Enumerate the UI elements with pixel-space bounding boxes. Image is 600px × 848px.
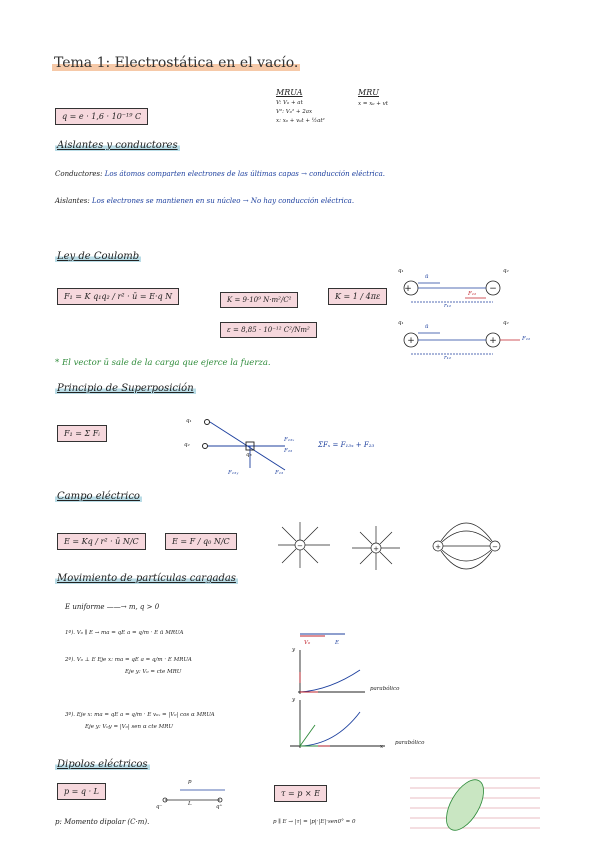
charge-formula: q = e · 1,6 · 10⁻¹⁹ C xyxy=(62,112,142,121)
dipolo-p-label: p xyxy=(188,779,192,785)
superposicion-f13x: F₁₃ₓ xyxy=(284,437,295,443)
k-value: K = 9·10⁹ N·m²/C² xyxy=(227,296,292,304)
superposicion-q3: q₃ xyxy=(246,452,252,458)
superposicion-q1: q₁ xyxy=(186,418,192,424)
superposicion-q2: q₂ xyxy=(184,442,190,448)
aislantes-text: Los electrones se mantienen en su núcleo → No hay conducción eléctrica. xyxy=(91,197,355,205)
dipolo-formula: p = q · L xyxy=(64,787,99,796)
svg-text:+: + xyxy=(407,336,415,346)
section-campo-heading: Campo eléctrico xyxy=(57,491,140,502)
coulomb-note: * El vector ū sale de la carga que ejerce la fuerza. xyxy=(55,358,271,368)
coulomb-q1-bottom: q₁ xyxy=(398,320,404,326)
mrua-eq1: V: V₀ + at xyxy=(276,100,303,106)
case3-parabolico: parabólico xyxy=(395,740,425,746)
movimiento-intro: E uniforme ——→ m, q > 0 xyxy=(65,603,160,611)
svg-text:−: − xyxy=(492,543,498,551)
conductores-label: Conductores: xyxy=(55,170,103,178)
movimiento-case2b: Eje y: V₀ = cte MRU xyxy=(125,669,182,675)
coulomb-r12-top: r₁₂ xyxy=(444,303,452,309)
superposicion-f23: F₂₃ xyxy=(284,448,293,454)
superposicion-f13y: F₁₃ᵧ xyxy=(228,470,239,476)
conductores-text: Los átomos comparten electrones de las últimas capas → conducción eléctrica. xyxy=(104,170,385,178)
case1-e-label: E xyxy=(335,640,340,646)
movimiento-case3b: Eje y: V₀y = |V₀| sen α cte MRU xyxy=(85,724,173,730)
coulomb-u-bottom: ū xyxy=(425,324,429,330)
superposicion-f13: F₁₃ xyxy=(275,470,284,476)
dipolo-qplus: q⁺ xyxy=(216,804,223,810)
svg-text:+: + xyxy=(373,545,379,553)
coulomb-u-top: ū xyxy=(425,274,429,280)
coulomb-r12-bottom: r₁₂ xyxy=(444,355,452,361)
dipolo-qminus: q⁻ xyxy=(156,804,163,810)
campo-formula2: E = F / q₀ N/C xyxy=(172,537,230,546)
svg-text:+: + xyxy=(435,543,441,551)
section-superposicion-heading: Principio de Superposición xyxy=(57,383,194,394)
case3-y-label: y xyxy=(292,697,296,703)
movimiento-case2a: 2º). V₀ ⊥ E Eje x: ma = qE a = q/m · E MRUA xyxy=(65,657,192,663)
svg-text:+: + xyxy=(489,336,497,346)
svg-text:−: − xyxy=(297,542,303,550)
coulomb-q2-bottom: q₂ xyxy=(503,320,509,326)
coulomb-f12-bottom: F₁₂ xyxy=(522,336,531,342)
svg-text:+: + xyxy=(404,284,412,294)
superposicion-formula: F₁ = Σ Fᵢ xyxy=(64,429,100,438)
section-aislantes-heading: Aislantes y conductores xyxy=(57,140,178,151)
section-movimiento-heading: Movimiento de partículas cargadas xyxy=(57,573,236,584)
section-coulomb-heading: Ley de Coulomb xyxy=(57,251,140,262)
dipolo-l-label: L xyxy=(188,801,192,807)
case2-y-label: y xyxy=(292,647,296,653)
svg-text:−: − xyxy=(489,284,497,294)
case1-v0-label: V₀ xyxy=(304,640,311,646)
coulomb-f12-top: F₁₂ xyxy=(468,291,477,297)
torque-formula: τ = p × E xyxy=(281,789,320,798)
dipole-rotation-ellipse xyxy=(439,774,491,836)
page-title: Tema 1: Electrostática en el vacío. xyxy=(54,55,299,71)
dipolo-cond: p ∥ E → |τ| = |p|·|E|·sen0° = 0 xyxy=(273,819,356,825)
aislantes-label: Aislantes: xyxy=(55,197,90,205)
movimiento-case1: 1º). V₀ ∥ E → ma = qE a = q/m · E ū MRUA xyxy=(65,630,184,636)
section-dipolos-heading: Dipolos eléctricos xyxy=(57,759,148,770)
movimiento-case3a: 3º). Eje x: ma = qE a = q/m · E v₀ₓ = |V₀| cos α MRUA xyxy=(65,712,215,718)
case2-parabolico: parabólico xyxy=(370,686,400,692)
mrua-eq2: V²: V₀² + 2ax xyxy=(276,109,313,115)
mrua-label: MRUA xyxy=(276,88,303,97)
coulomb-q2-top: q₂ xyxy=(503,268,509,274)
mru-label: MRU xyxy=(358,88,379,97)
coulomb-q1-top: q₁ xyxy=(398,268,404,274)
superposicion-sum: ΣFₓ = F₁₃ₓ + F₂₃ xyxy=(318,441,375,449)
mrua-eq3: x: x₀ + v₀t + ½at² xyxy=(276,118,325,124)
epsilon-value: ε = 8,85 · 10⁻¹² C²/Nm² xyxy=(227,326,310,334)
case3-x-label: x xyxy=(380,744,384,750)
dipolo-def: p: Momento dipolar (C·m). xyxy=(55,818,150,826)
coulomb-formula: F₁ = K q₁q₂ / r² · ū = E·q N xyxy=(64,292,173,301)
campo-formula1: E = Kq / r² · ū N/C xyxy=(64,537,139,546)
k-def: K = 1 / 4πε xyxy=(335,292,381,301)
mru-eq1: x = x₀ + vt xyxy=(358,101,388,107)
